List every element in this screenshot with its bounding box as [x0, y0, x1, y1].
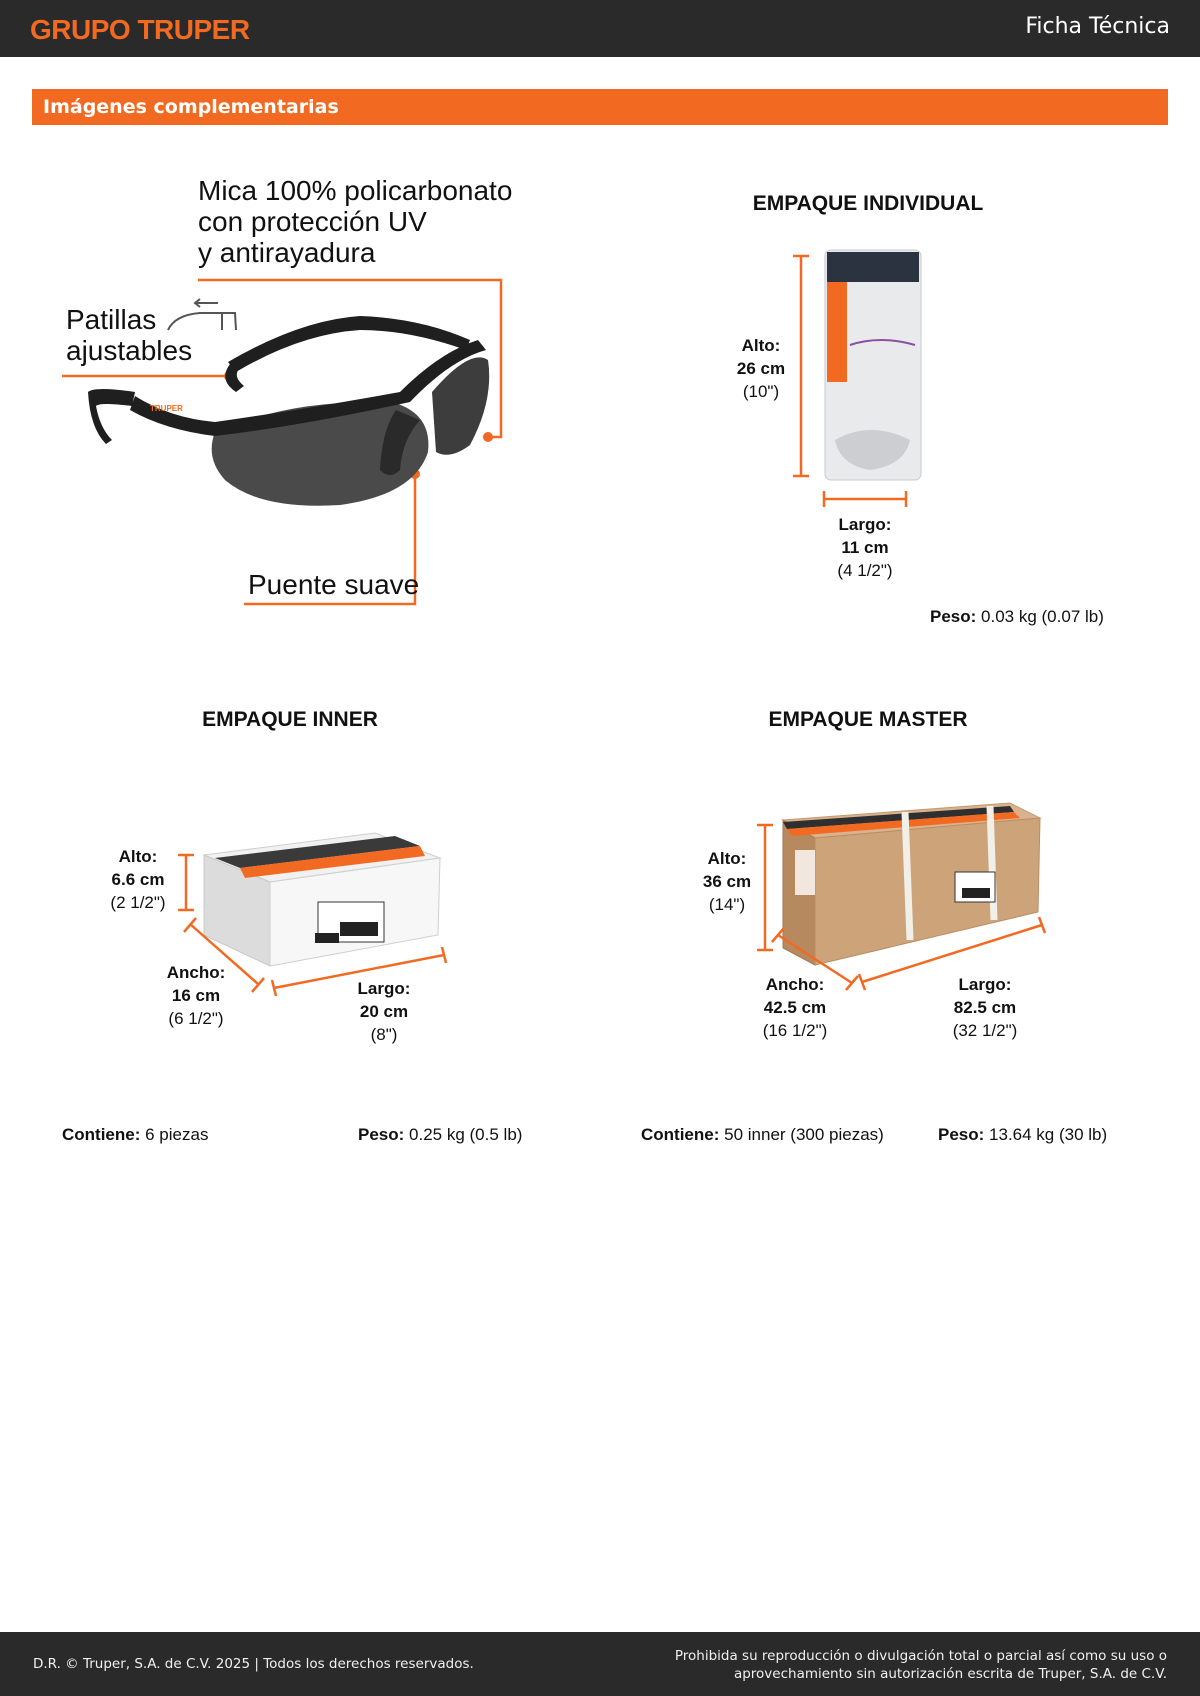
master-peso: Peso: 13.64 kg (30 lb) — [938, 1125, 1108, 1144]
inner-peso: Peso: 0.25 kg (0.5 lb) — [358, 1125, 523, 1144]
inner-alto-label: Alto: 6.6 cm (2 1/2") — [110, 847, 166, 912]
master-contiene: Contiene: 50 inner (300 piezas) — [641, 1125, 884, 1144]
callout-patillas: Patillas ajustables — [66, 304, 193, 366]
inner-largo-label: Largo: 20 cm (8") — [357, 979, 411, 1044]
section-title: Imágenes complementarias — [43, 96, 339, 118]
inner-package-title: EMPAQUE INNER — [202, 708, 378, 731]
individual-peso: Peso: 0.03 kg (0.07 lb) — [930, 607, 1104, 626]
reproduction-notice: Prohibida su reproducción o divulgación total o parcial así como su uso o aprovechamiento sin autorización escrita de Truper, S.A. de C.V. — [674, 1648, 1167, 1682]
brand-logo: GRUPO TRUPER — [30, 14, 250, 45]
individual-package-title: EMPAQUE INDIVIDUAL — [752, 192, 984, 215]
copyright-notice: D.R. © Truper, S.A. de C.V. 2025 | Todos los derechos reservados. — [33, 1656, 474, 1672]
callout-puente: Puente suave — [248, 569, 420, 600]
callout-mica: Mica 100% policarbonato con protección UV y antirayadura — [198, 175, 513, 268]
master-largo-label: Largo: 82.5 cm (32 1/2") — [952, 975, 1018, 1040]
master-ancho-label: Ancho: 42.5 cm (16 1/2") — [762, 975, 828, 1040]
inner-contiene: Contiene: 6 piezas — [62, 1125, 209, 1144]
frame-logo-text: TRUPER — [150, 404, 183, 413]
master-package-title: EMPAQUE MASTER — [768, 708, 968, 731]
inner-ancho-label: Ancho: 16 cm (6 1/2") — [166, 963, 226, 1028]
individual-largo-label: Largo: 11 cm (4 1/2") — [837, 515, 893, 580]
individual-alto-label: Alto: 26 cm (10") — [736, 336, 786, 401]
page-footer — [0, 1632, 1200, 1696]
document-title: Ficha Técnica — [1025, 14, 1170, 39]
master-alto-label: Alto: 36 cm (14") — [702, 849, 752, 914]
